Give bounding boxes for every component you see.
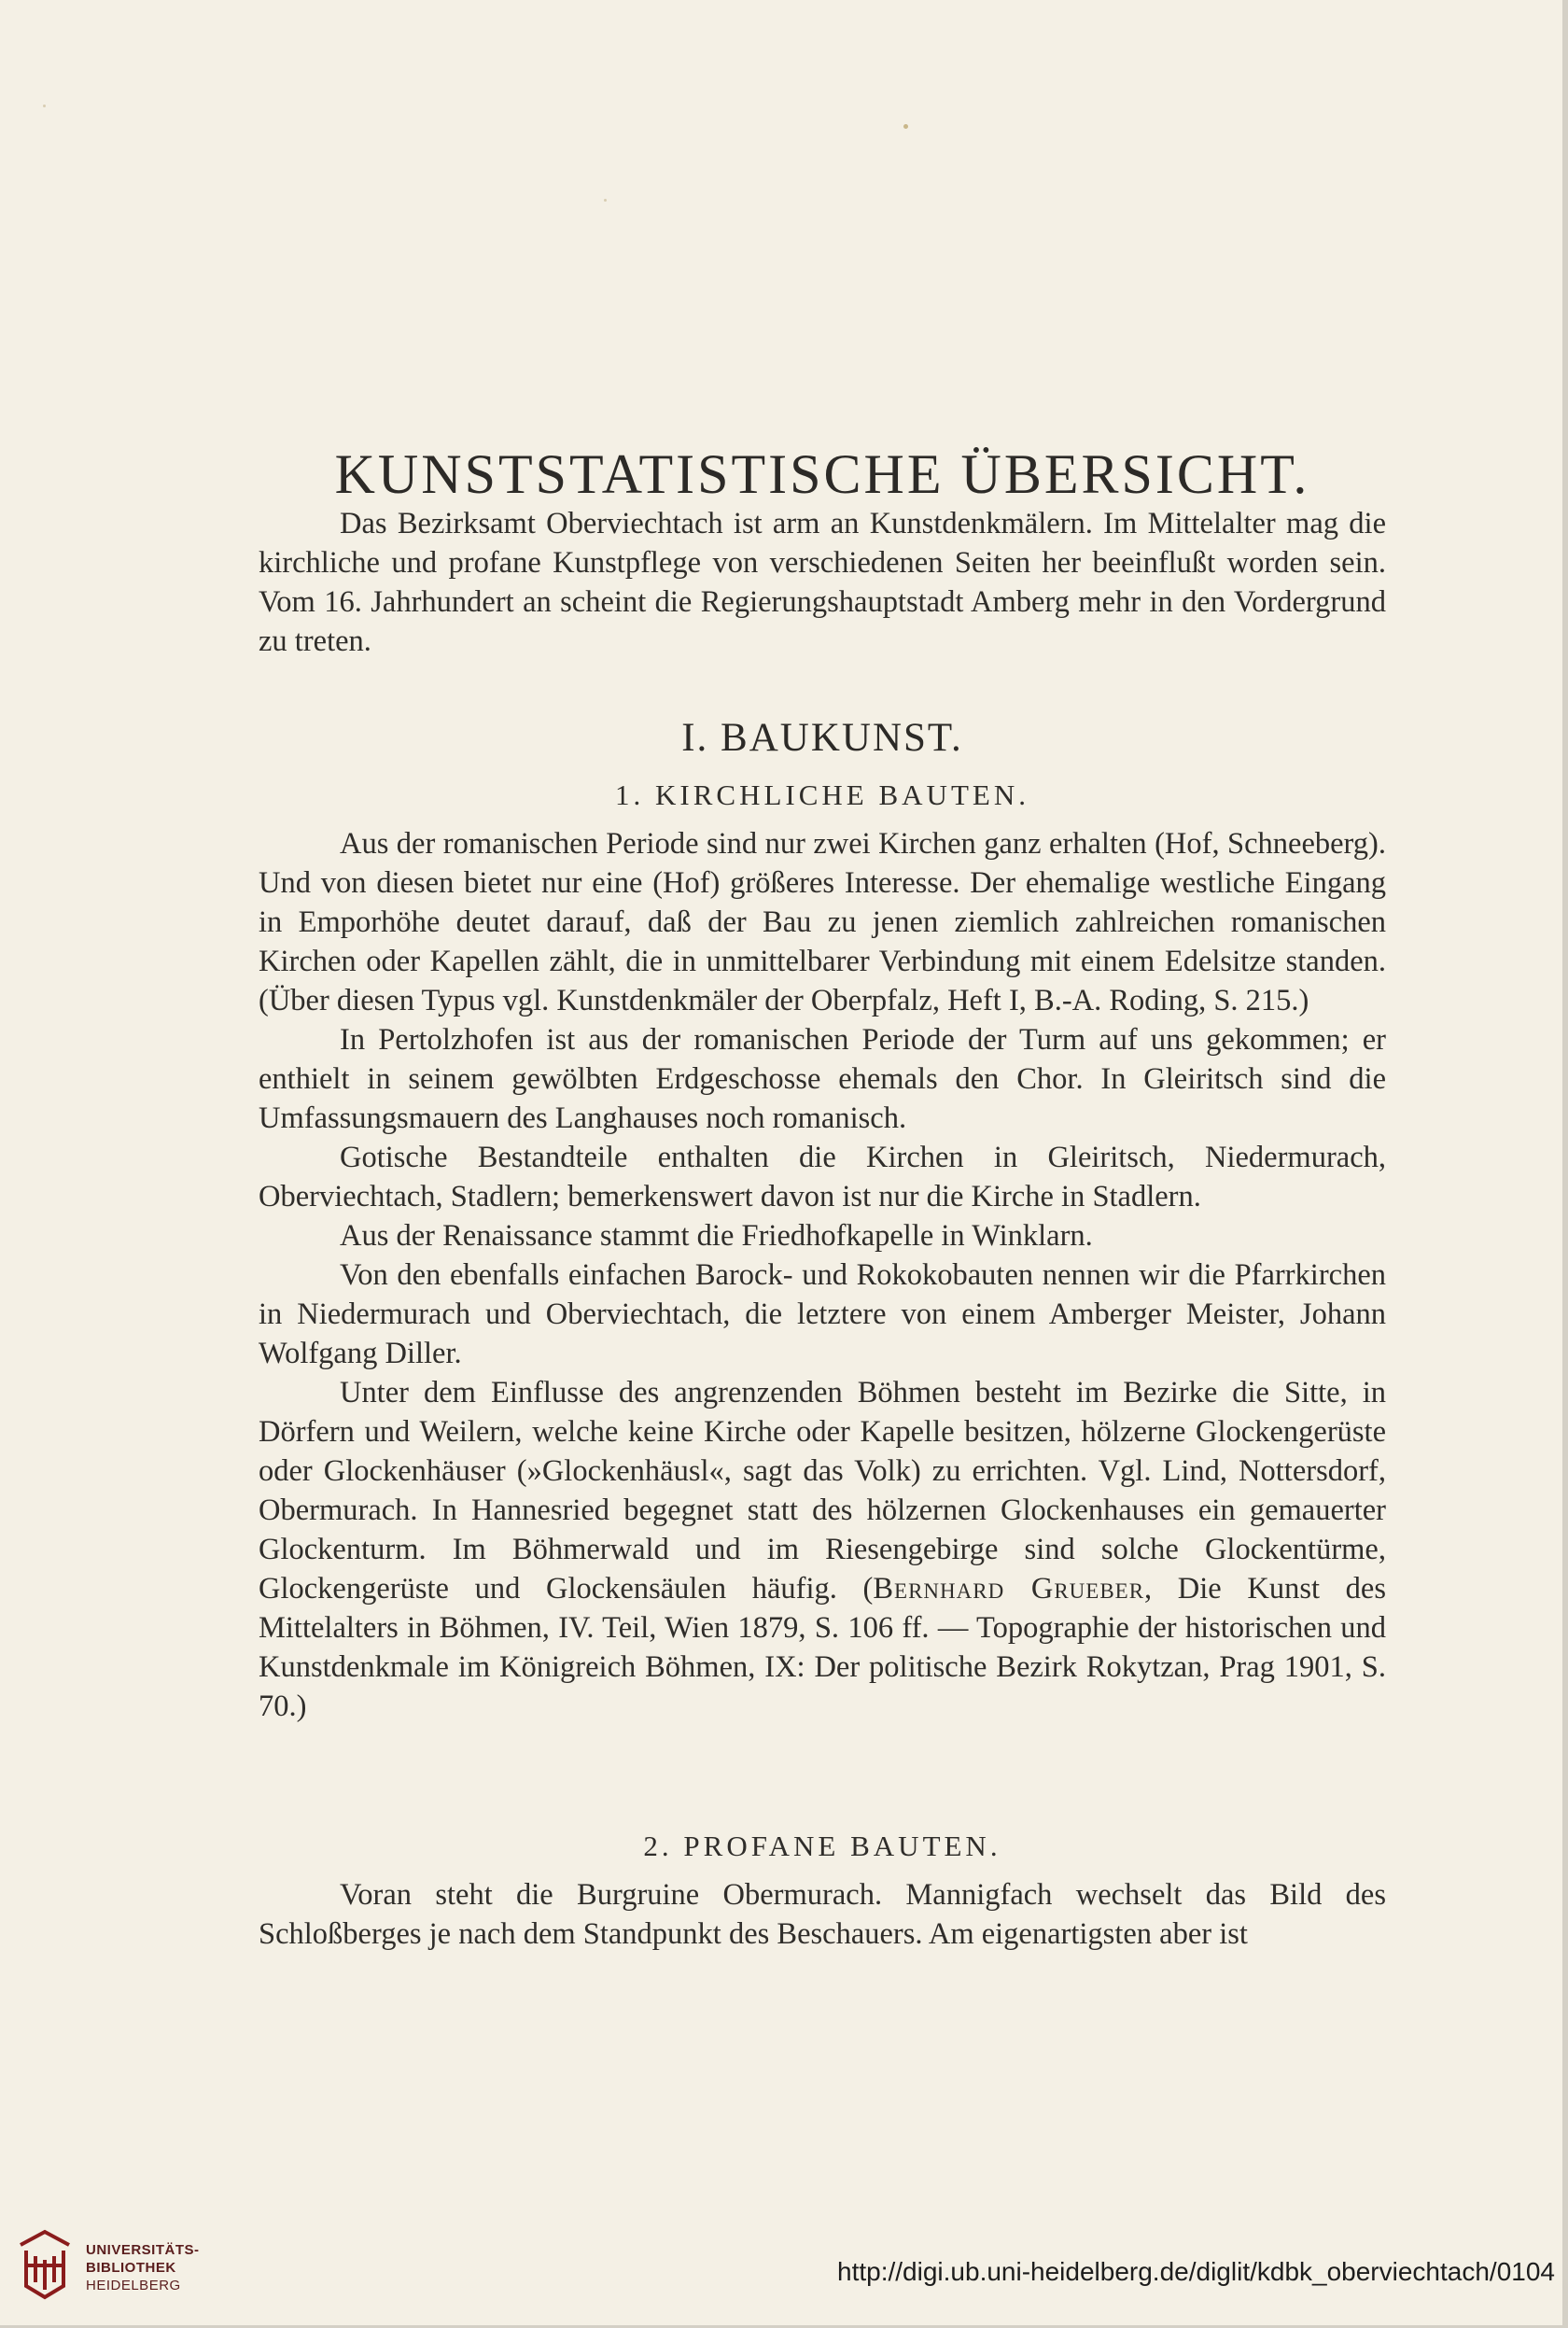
library-name-line: BIBLIOTHEK [86,2260,176,2276]
source-url-link[interactable]: http://digi.ub.uni-heidelberg.de/diglit/kdbk_oberviechtach/0104 [837,2257,1555,2286]
paragraph-romanisch: Aus der romanischen Periode sind nur zwei Kirchen ganz erhalten (Hof, Schneeberg). Und von diesen bietet nur eine (Hof) größeres Interesse. Der ehemalige westliche Eingang in Emporhöhe deutet darauf, daß der Bau zu jenen ziemlich zahlreichen romanischen Kirchen oder Kapellen zählt, die in unmittelbarer Verbindung mit einem Edelsitze standen. (Über diesen Typus vgl. Kunstdenkmäler der Oberpfalz, Heft I, B.-A. Roding, S. 215.) [259,827,1386,1017]
paragraph-glockenhaeuser [259,1373,1386,1726]
library-logo-icon [17,2228,75,2305]
page-edge [1562,0,1568,2328]
paragraph-text: , Die Kunst des Mittelalters in Böhmen, IV. Teil, Wien 1879, S. 106 ff. — Topographie der historischen und Kunstdenkmale im Königreich Böhmen, IX: Der politische Bezirk Rokytzan, Prag 1901, S. 70.) [259,1572,1386,1723]
paragraph-obermurach: Voran steht die Burgruine Obermurach. Mannigfach wechselt das Bild des Schloßberges je nach dem Standpunkt des Beschauers. Am eigenartigsten aber ist [259,1878,1386,1951]
paragraph-text: Unter dem Einflusse des angrenzenden Böhmen besteht im Bezirke die Sitte, in Dörfern und Weilern, welche keine Kirche oder Kapelle besitzen, hölzerne Glockengerüste oder Glockenhäuser (»Glockenhäusl«, sagt das Volk) zu errichten. Vgl. Lind, Nottersdorf, Obermurach. In Hannesried begegnet statt des hölzernen Glockenhauses ein gemauerter Glockenturm. Im Böhmerwald und im Riesengebirge sind solche Glockentürme, Glockengerüste und Glockensäulen häufig. ( [259,1376,1386,1606]
page-title: KUNSTSTATISTISCHE ÜBERSICHT. [334,443,1310,505]
subsection-heading-profane: 2. PROFANE BAUTEN. [643,1830,1001,1862]
paragraph-renaissance: Aus der Renaissance stammt die Friedhofkapelle in Winklarn. [340,1219,1093,1253]
library-name [86,2241,200,2294]
library-name-line: HEIDELBERG [86,2278,181,2293]
paragraph-pertolzhofen: In Pertolzhofen ist aus der romanischen Periode der Turm auf uns gekommen; er enthielt in seinem gewölbten Erdgeschosse ehemals den Chor. In Gleiritsch sind die Umfassungsmauern des Langhauses noch romanisch. [259,1023,1386,1135]
kirchliche-bauten-text [259,824,1386,1726]
profane-bauten-text [259,1875,1386,1954]
paper-speck [43,105,46,107]
paragraph-gotisch: Gotische Bestandteile enthalten die Kirchen in Gleiritsch, Niedermurach, Oberviechtach, Stadlern; bemerkenswert davon ist nur die Kirche in Stadlern. [259,1141,1386,1213]
subsection-heading-kirchliche: 1. KIRCHLICHE BAUTEN. [615,778,1029,811]
paper-speck [604,199,607,202]
library-logo[interactable] [17,2228,213,2312]
author-name: Bernhard Grueber [873,1572,1145,1606]
intro-paragraph: Das Bezirksamt Oberviechtach ist arm an Kunstdenkmälern. Im Mittelalter mag die kirchliche und profane Kunstpflege von verschiedenen Seiten her beeinflußt worden sein. Vom 16. Jahrhundert an scheint die Regierungshauptstadt Amberg mehr in den Vordergrund zu treten. [259,507,1386,658]
paper-speck [903,124,908,129]
section-heading: I. BAUKUNST. [681,716,963,760]
intro-block [259,504,1386,661]
library-name-line: UNIVERSITÄTS- [86,2242,200,2258]
paragraph-barock: Von den ebenfalls einfachen Barock- und Rokokobauten nennen wir die Pfarrkirchen in Niedermurach und Oberviechtach, die letztere von einem Amberger Meister, Johann Wolfgang Diller. [259,1258,1386,1370]
